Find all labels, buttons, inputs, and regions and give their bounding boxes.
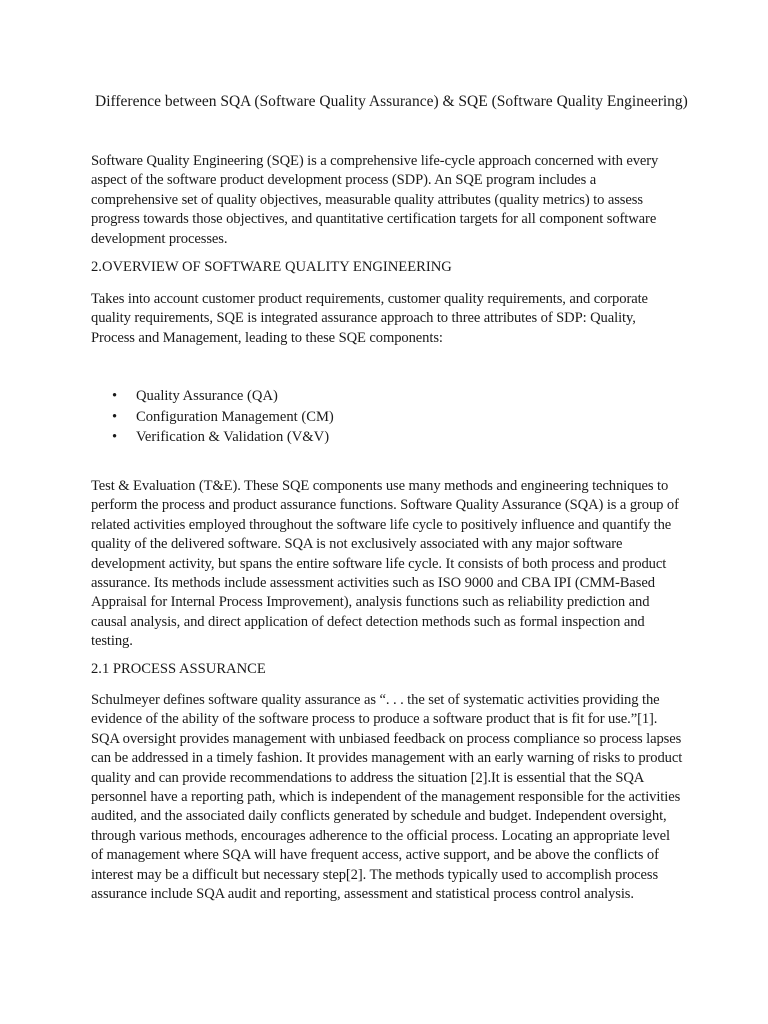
bullet-icon: • [112,429,118,445]
intro-paragraph: Software Quality Engineering (SQE) is a comprehensive life-cycle approach concerned with every aspect of the software product development process (SDP). An SQE program includes a comprehensive set of quality objectives, measurable quality attributes (quality metrics) to assess progress towards those objectives, and quantitative certification targets for all component software development processes. [91,153,659,247]
overview-paragraph: Takes into account customer product requirements, customer quality requirements, and corporate quality requirements, SQE is integrated assurance approach to three attributes of SDP: Quality, Process and Management, leading to these SQE components: [91,291,648,346]
process-assurance-heading: 2.1 PROCESS ASSURANCE [91,661,266,677]
process-assurance-paragraph: Schulmeyer defines software quality assurance as “. . . the set of systematic activities providing the evidence of the ability of the software process to produce a software product that is fit for use.”[1]. SQA oversight provides management with unbiased feedback on process compliance so process lapses can be addressed in a timely fashion. It provides management with an early warning of risks to product quality and can provide recommendations to address the situation [2].It is essential that the SQA personnel have a reporting path, which is independent of the management responsible for the activities audited, and the associated daily conflicts generated by schedule and budget. Independent oversight, through various methods, encourages adherence to the official process. Locating an appropriate level of management where SQA will have frequent access, active support, and be above the conflicts of interest may be a difficult but necessary step[2]. The methods typically used to accomplish process assurance include SQA audit and reporting, assessment and statistical process control analysis. [91,692,683,903]
components-paragraph: Test & Evaluation (T&E). These SQE components use many methods and engineering techniques to perform the process and product assurance functions. Software Quality Assurance (SQA) is a group of related activities employed throughout the software life cycle to positively influence and quantify the quality of the delivered software. SQA is not exclusively associated with any major software development activity, but spans the entire software life cycle. It consists of both process and product assurance. Its methods include assessment activities such as ISO 9000 and CBA IPI (CMM-Based Appraisal for Internal Process Improvement), analysis functions such as reliability prediction and causal analysis, and direct application of defect detection methods such as formal inspection and testing. [91,478,679,650]
sqe-components-list [91,386,334,448]
list-item [91,427,334,448]
list-item [91,386,334,407]
list-item-text: Quality Assurance (QA) [136,388,278,404]
document-title: Difference between SQA (Software Quality Assurance) & SQE (Software Quality Engineering) [95,93,688,110]
overview-heading: 2.OVERVIEW OF SOFTWARE QUALITY ENGINEERING [91,259,452,275]
list-item-text: Verification & Validation (V&V) [136,429,330,445]
bullet-icon: • [112,408,118,425]
bullet-icon: • [112,388,118,404]
list-item-text: Configuration Management (CM) [136,408,334,425]
list-item [91,407,334,428]
